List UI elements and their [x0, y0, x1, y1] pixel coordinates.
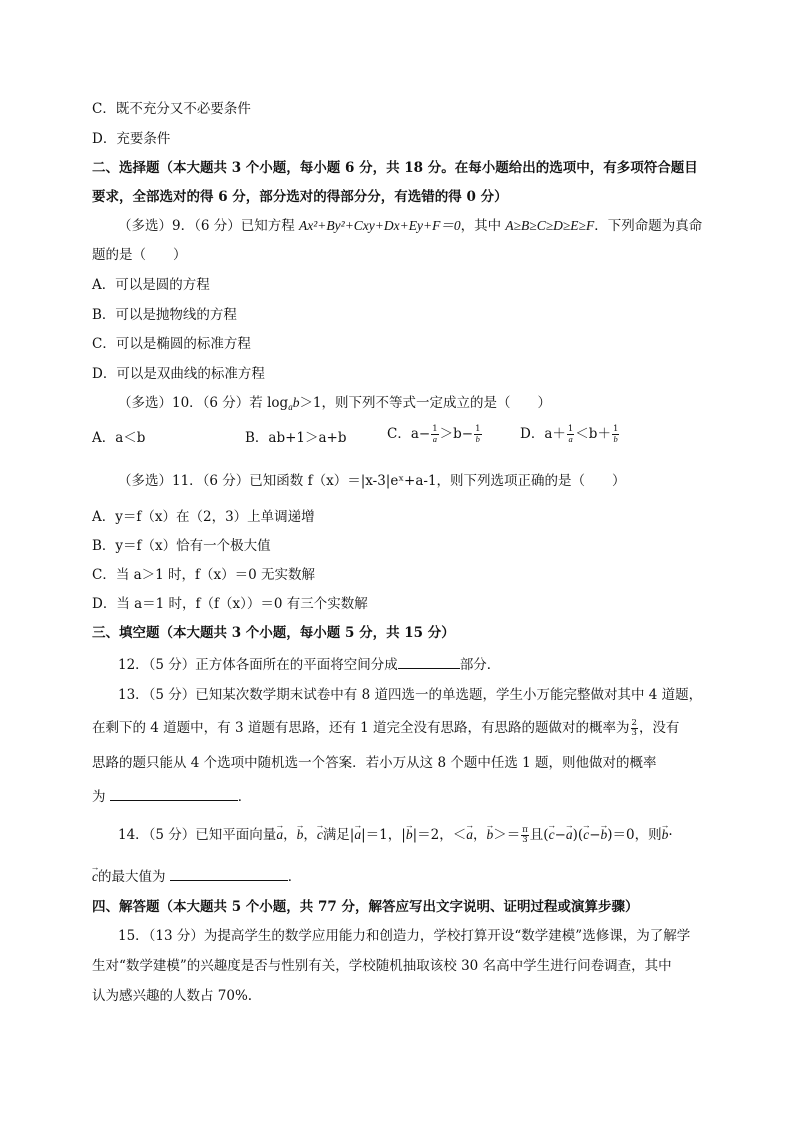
fraction-pi-over-three: [521, 826, 529, 845]
frac-num: 1: [612, 424, 619, 434]
q14-cond: )＝0，则: [607, 827, 662, 843]
question-13-line1: 13．（5 分）已知某次数学期末试卷中有 8 道四选一的单选题，学生小万能完整做对其中 4 道题，: [118, 687, 703, 703]
frac-den: a: [432, 434, 438, 444]
vector-a: → a: [566, 826, 573, 844]
frac-den: b: [613, 434, 618, 444]
question-14-line2: [92, 866, 301, 886]
q9-prefix: （多选）9．（6 分）已知方程: [118, 218, 300, 234]
vector-b: → b: [601, 826, 608, 844]
answer-blank[interactable]: [170, 866, 288, 881]
frac-num: 1: [567, 424, 574, 434]
section-2-heading-line1: 二、选择题（本大题共 3 个小题，每小题 6 分，共 18 分。在每小题给出的选项中，有多项符合题目: [92, 160, 698, 176]
q14-cond: |＝1，|: [361, 827, 406, 843]
vector-b: → b: [662, 826, 669, 844]
frac-den: 3: [522, 835, 528, 845]
q9-equation: Ax²+By²+Cxy+Dx+Ey+F＝0: [299, 218, 461, 233]
q14-end-pre: 的最大值为: [98, 869, 166, 885]
q12-post: 部分．: [459, 657, 501, 673]
question-13-line3: 思路的题只能从 4 个选项中随机选一个答案．若小万从这 8 个题中任选 1 题，则他做对的概率: [92, 755, 657, 771]
question-15-line2: 生对“数学建模”的兴趣度是否与性别有关，学校随机抽取该校 30 名高中学生进行问卷调查，其中: [92, 958, 672, 974]
q10-option-b: B．ab+1＞a+b: [245, 430, 347, 446]
section-4-heading: 四、解答题（本大题共 5 个小题，共 77 分，解答应写出文字说明、证明过程或演算步骤）: [92, 899, 639, 915]
sep: ，: [472, 827, 487, 843]
question-13-line2: [92, 719, 679, 738]
q10d-pre: D．a＋: [520, 426, 566, 442]
frac-num: π: [522, 825, 528, 835]
q14-cond: |＝2，＜: [412, 827, 467, 843]
fraction-one-over-a: [431, 425, 438, 444]
vector-a: → a: [354, 826, 361, 844]
vector-b: → b: [406, 826, 413, 844]
question-10-stem: [118, 394, 551, 416]
sep: ，: [283, 827, 297, 843]
answer-blank[interactable]: [398, 654, 460, 669]
q14-pre: 14．（5 分）已知平面向量: [118, 827, 277, 843]
q10-option-a: A．a＜b: [92, 430, 146, 446]
q13-post: ，没有: [638, 720, 680, 736]
q14-cond: ＞＝: [493, 827, 521, 843]
q9-mid: ，其中: [460, 218, 506, 234]
question-11-stem: （多选）11．（6 分）已知函数 f（x）＝|x-3|eˣ+a-1，则下列选项正确的是（ ）: [118, 473, 626, 489]
q13-pre: 在剩下的 4 道题中，有 3 道题有思路，还有 1 道完全没有思路，有思路的题做对的概率为: [92, 720, 630, 736]
q9-condition: A≥B≥C≥D≥E≥F: [505, 218, 595, 233]
q10-prefix: （多选）10．（6 分）若 log: [118, 395, 289, 411]
q11-option-b: B．y＝f（x）恰有一个极大值: [92, 538, 271, 554]
vector-b: → b: [297, 826, 304, 844]
q10-log-base: a: [288, 402, 293, 412]
q9-option-d: D．可以是双曲线的标准方程: [92, 366, 265, 382]
q14-end-post: ．: [287, 869, 302, 885]
q13-d-pre: 为: [92, 789, 106, 805]
section-3-heading: 三、填空题（本大题共 3 个小题，每小题 5 分，共 15 分）: [92, 625, 455, 641]
q11-option-c: C．当 a＞1 时，f（x）＝0 无实数解: [92, 567, 316, 583]
q13-d-post: ．: [237, 789, 252, 805]
fraction-one-over-b: [474, 425, 481, 444]
q9-option-a: A．可以是圆的方程: [92, 277, 210, 293]
frac-den: b: [475, 434, 480, 444]
q14-cond: 且(: [529, 827, 549, 843]
q11-option-d: D．当 a＝1 时，f（f（x））＝0 有三个实数解: [92, 596, 368, 612]
frac-num: 2: [631, 718, 637, 728]
question-15-line1: 15．（13 分）为提高学生的数学应用能力和创造力，学校打算开设“数学建模”选修课，为了解学: [118, 928, 691, 944]
vector-a: → a: [276, 826, 283, 844]
q14-cond: )(: [572, 827, 584, 843]
vector-a: → a: [466, 826, 473, 844]
question-9-stem-line2: 题的是（ ）: [92, 247, 187, 263]
vector-c: → c: [92, 868, 98, 886]
q14-cond: −: [589, 827, 601, 843]
vector-c: → c: [583, 826, 589, 844]
q9-suffix: ．下列命题为真命: [594, 218, 703, 234]
q12-pre: 12．（5 分）正方体各面所在的平面将空间分成: [118, 657, 398, 673]
q11-option-a: A．y＝f（x）在（2，3）上单调递增: [92, 509, 315, 525]
question-12: [118, 654, 500, 674]
q10-suffix: ＞1，则下列不等式一定成立的是（ ）: [299, 395, 552, 411]
fraction-one-over-b: [612, 425, 619, 444]
question-13-line4: [92, 786, 251, 806]
q14-cond: −: [554, 827, 566, 843]
fraction-two-thirds: [631, 719, 638, 738]
q10-option-d: [520, 425, 620, 444]
fraction-one-over-a: [567, 425, 574, 444]
question-9-stem: [118, 217, 702, 235]
q9-option-c: C．可以是椭圆的标准方程: [92, 336, 251, 352]
q10c-pre: C．a−: [387, 426, 431, 442]
vector-c: → c: [549, 826, 555, 844]
section-2-heading-line2: 要求，全部选对的得 6 分，部分选对的得部分分，有选错的得 0 分）: [92, 189, 508, 205]
frac-num: 1: [475, 424, 481, 434]
vector-b: → b: [486, 826, 493, 844]
sep: ，: [303, 827, 317, 843]
q14-cond: 满足|: [322, 827, 355, 843]
question-15-line3: 认为感兴趣的人数占 70%.: [92, 988, 253, 1004]
q10d-mid: ＜b＋: [575, 426, 611, 442]
dot: ·: [668, 827, 673, 843]
prev-option-c: C．既不充分又不必要条件: [92, 101, 251, 117]
vector-c: → c: [317, 826, 323, 844]
q10-option-c: [387, 425, 483, 444]
prev-option-d: D．充要条件: [92, 131, 171, 147]
frac-den: a: [568, 434, 573, 444]
answer-blank[interactable]: [110, 786, 238, 801]
question-14-line1: [118, 826, 673, 845]
q10-log-arg: b: [292, 395, 300, 410]
frac-den: 3: [631, 728, 637, 738]
q9-option-b: B．可以是抛物线的方程: [92, 307, 237, 323]
frac-num: 1: [432, 424, 438, 434]
q10c-mid: ＞b−: [439, 426, 474, 442]
